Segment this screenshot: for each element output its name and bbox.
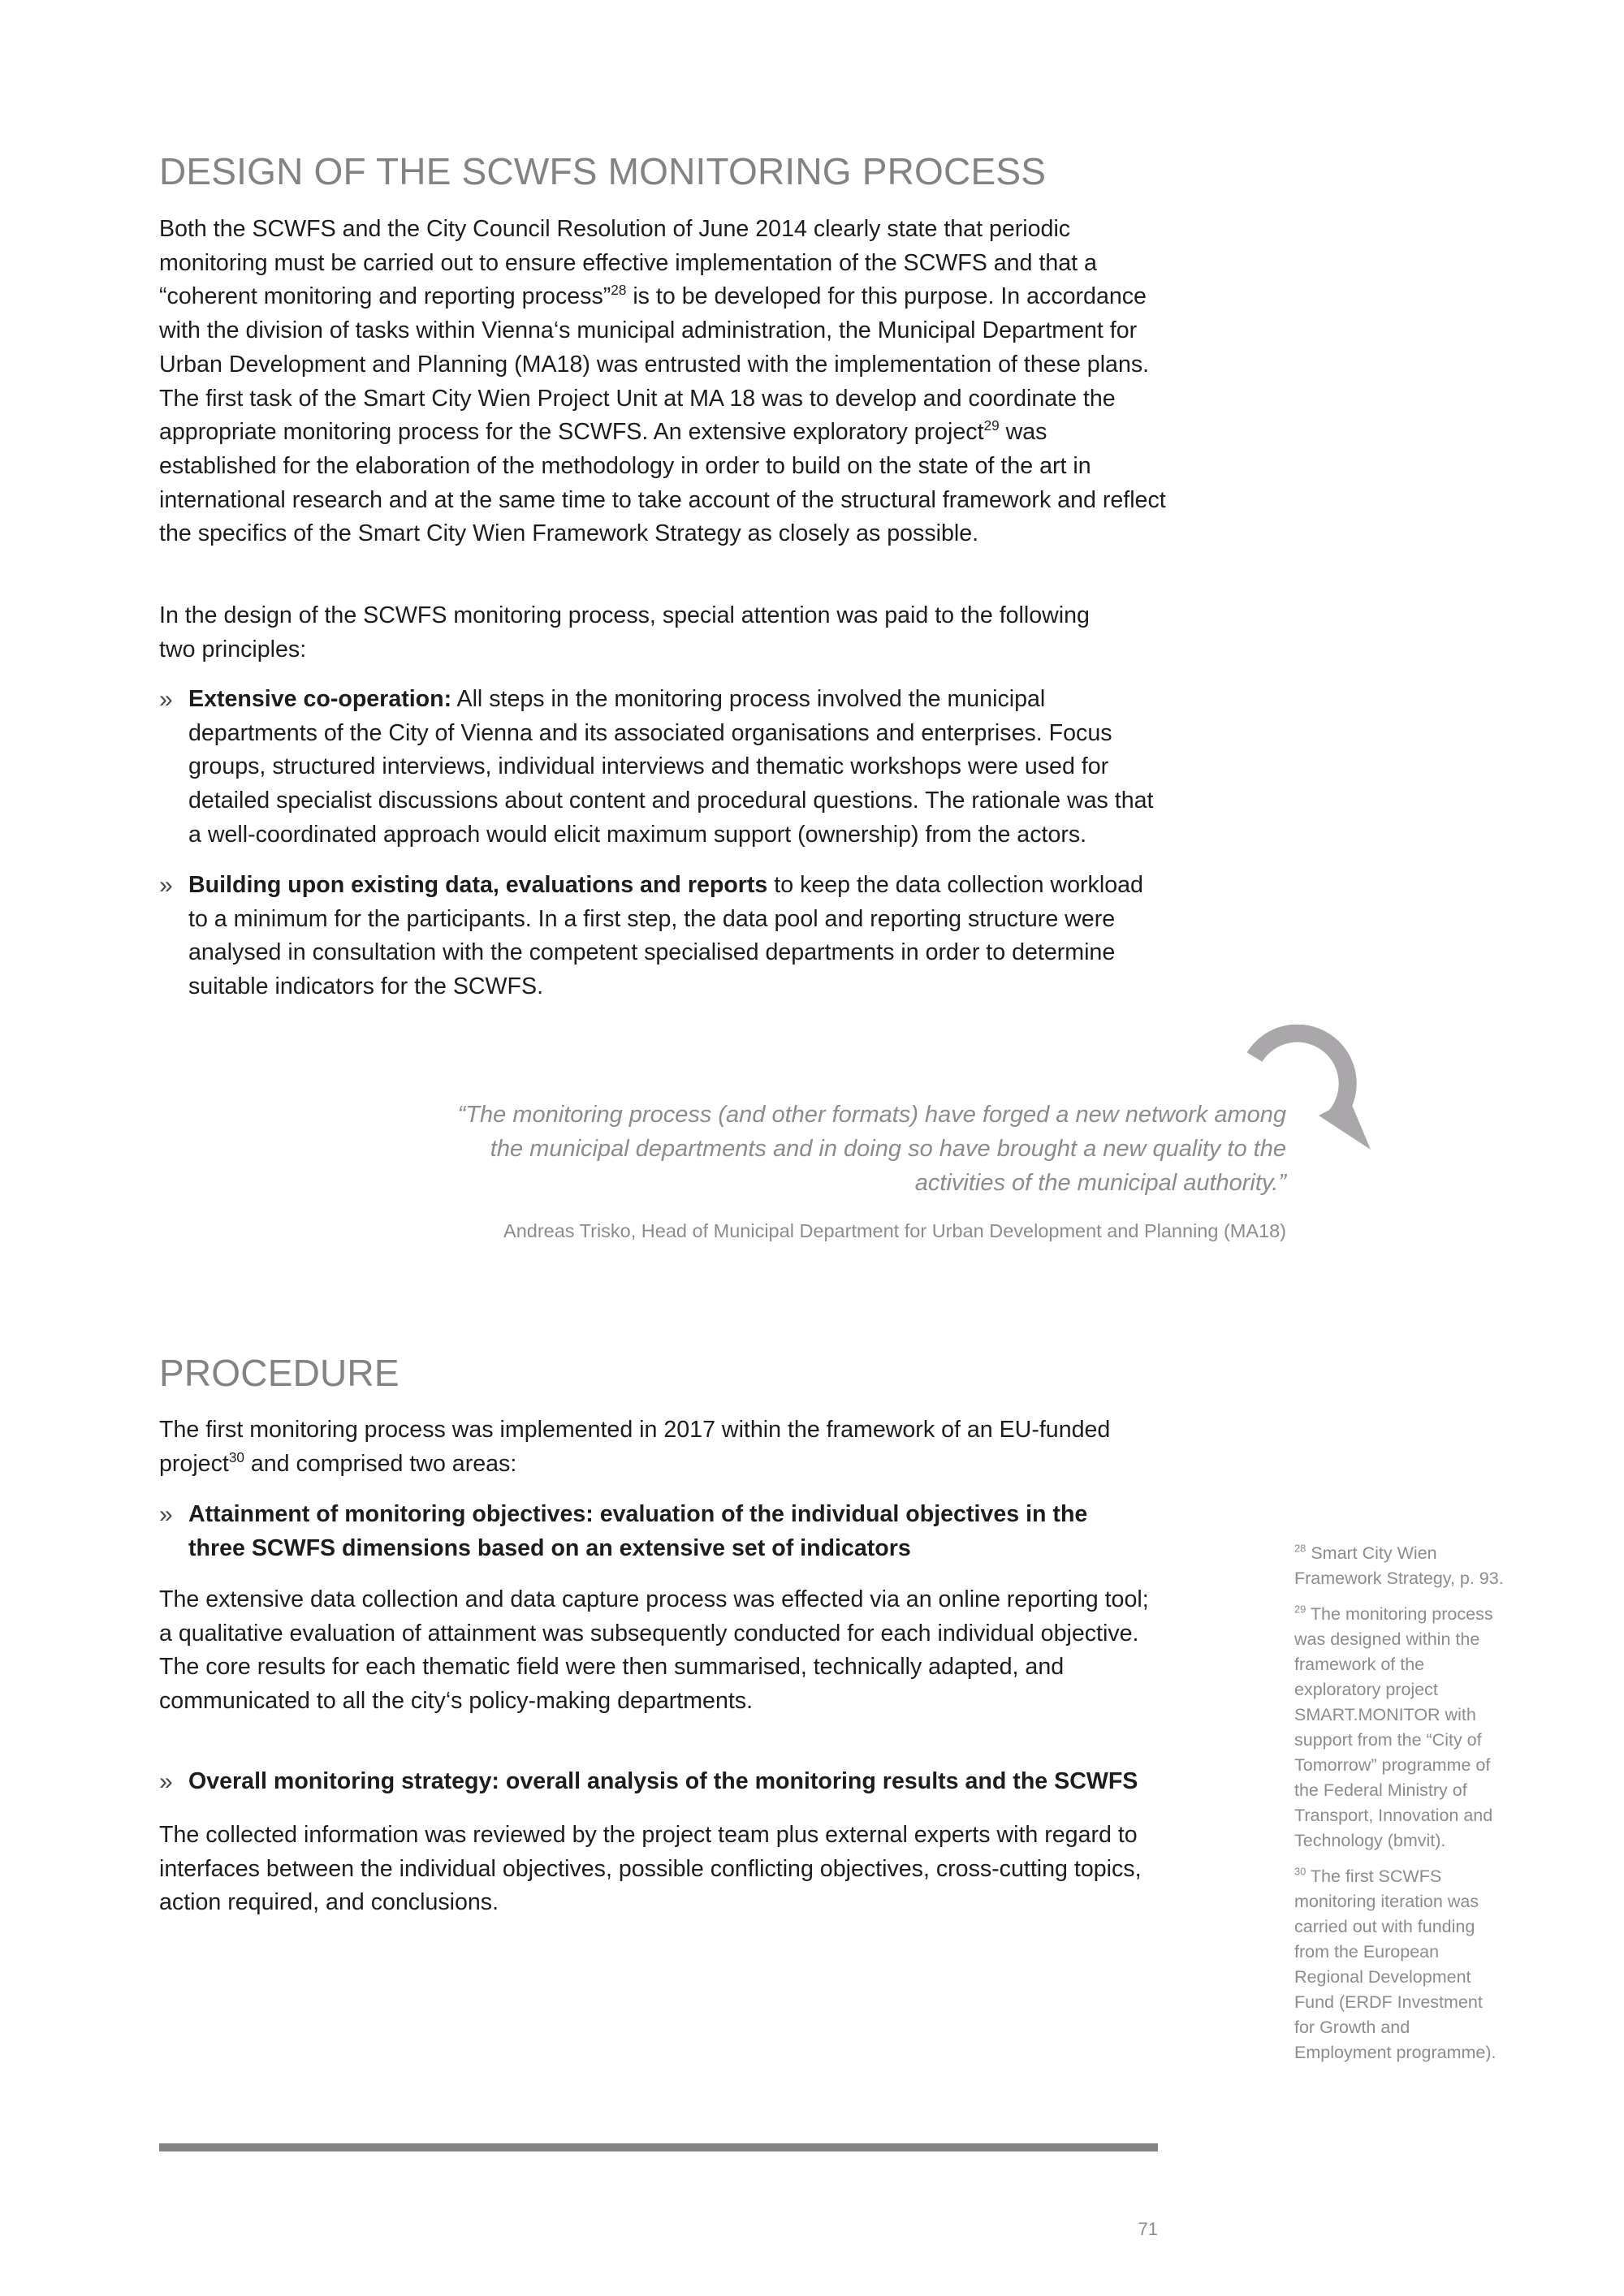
bullet-marker: » <box>159 686 173 713</box>
paragraph-data-collection: The extensive data collection and data capture process was effected via an online reporting tool; a qualitative evaluation of attainment was subsequently conducted for each individual objective. The core results for each thematic field were then summarised, technically adapted, and communicated to all the city‘s policy-making departments. <box>159 1586 1149 1715</box>
footnotes-column <box>1294 1541 1505 2076</box>
bottom-rule <box>159 2143 1158 2151</box>
bullet-attainment-objectives: » Attainment of monitoring objectives: evaluation of the individual objectives in the three SCWFS dimensions based on an extensive set of indicators <box>159 1498 1117 1565</box>
section-heading-design: DESIGN OF THE SCWFS MONITORING PROCESS <box>159 150 1047 192</box>
bullet-extensive-cooperation: » Extensive co-operation: All steps in the monitoring process involved the municipal departments of the City of Vienna and its associated organisations and enterprises. Focus groups, structured interviews, individual interviews and thematic workshops were used for detailed specialist discussions about content and procedural questions. The rationale was that a well-coordinated approach would elicit maximum support (ownership) from the actors. <box>159 683 1158 852</box>
footnote-30: $^{30}$ The first SCWFS monitoring iteration was carried out with funding from the European Regional Development Fund (ERDF Investment for Growth and Employment programme). <box>1294 1865 1497 2062</box>
paragraph-procedure-intro: The first monitoring process was implemented in 2017 within the framework of an EU-funded project$^{30}$ and comprised two areas: <box>159 1417 1111 1477</box>
section-heading-procedure: PROCEDURE <box>159 1352 400 1394</box>
quote-author: Andreas Trisko, Head of Municipal Department for Urban Development and Planning (MA18) <box>503 1220 1286 1241</box>
footnote-ref-28[interactable]: 28 <box>611 282 627 299</box>
bullet-existing-data: » Building upon existing data, evaluations and reports to keep the data collection workload to a minimum for the participants. In a first step, the data pool and reporting structure were analysed in consultation with the competent specialised departments in order to determine suitable indicators for the SCWFS. <box>159 869 1158 1004</box>
pull-quote: “The monitoring process (and other formats) have forged a new network among the municipal departments and in doing so have brought a new quality to the activities of the municipal authority.” <box>457 1102 1286 1196</box>
bullet-marker: » <box>159 1501 173 1528</box>
bullet-marker: » <box>159 1768 173 1795</box>
footnote-28: $^{28}$ Smart City Wien Framework Strategy, p. 93. <box>1294 1542 1504 1588</box>
paragraph-principles-intro: In the design of the SCWFS monitoring process, special attention was paid to the following two principles: <box>159 602 1090 662</box>
paragraph-design-intro: Both the SCWFS and the City Council Resolution of June 2014 clearly state that periodic monitoring must be carried out to ensure effective implementation of the SCWFS and that a “coherent monitoring and reporting process”$^{28}$ is to be developed for this purpose. In accordance with the division of tasks within Vienna‘s municipal administration, the Municipal Department for Urban Development and Planning (MA18) was entrusted with the implementation of these plans. The first task of the Smart City Wien Project Unit at MA 18 was to develop and coordinate the appropriate monitoring process for the SCWFS. An extensive exploratory project$^{29}$ was established for the elaboration of the methodology in order to build on the state of the art in international research and at the same time to take account of the structural framework and reflect the specifics of the Smart City Wien Framework Strategy as closely as possible. <box>159 216 1166 547</box>
footnote-ref-30[interactable]: 30 <box>228 1448 244 1465</box>
page-number: 71 <box>1138 2219 1158 2239</box>
bullet-overall-strategy: » Overall monitoring strategy: overall analysis of the monitoring results and the SCWFS <box>159 1765 1174 1799</box>
footnote-ref-29[interactable]: 29 <box>983 417 1000 434</box>
bullet-marker: » <box>159 872 173 899</box>
footnote-29: $^{29}$ The monitoring process was designed within the framework of the exploratory project SMART.MONITOR with support from the “City of Tomorrow” programme of the Federal Ministry of Transport, Innovation and Technology (bmvit). <box>1294 1603 1493 1850</box>
paragraph-collected-information: The collected information was reviewed by the project team plus external experts with regard to interfaces between the individual objectives, possible conflicting objectives, cross-cutting topics, action required, and conclusions. <box>159 1822 1142 1916</box>
